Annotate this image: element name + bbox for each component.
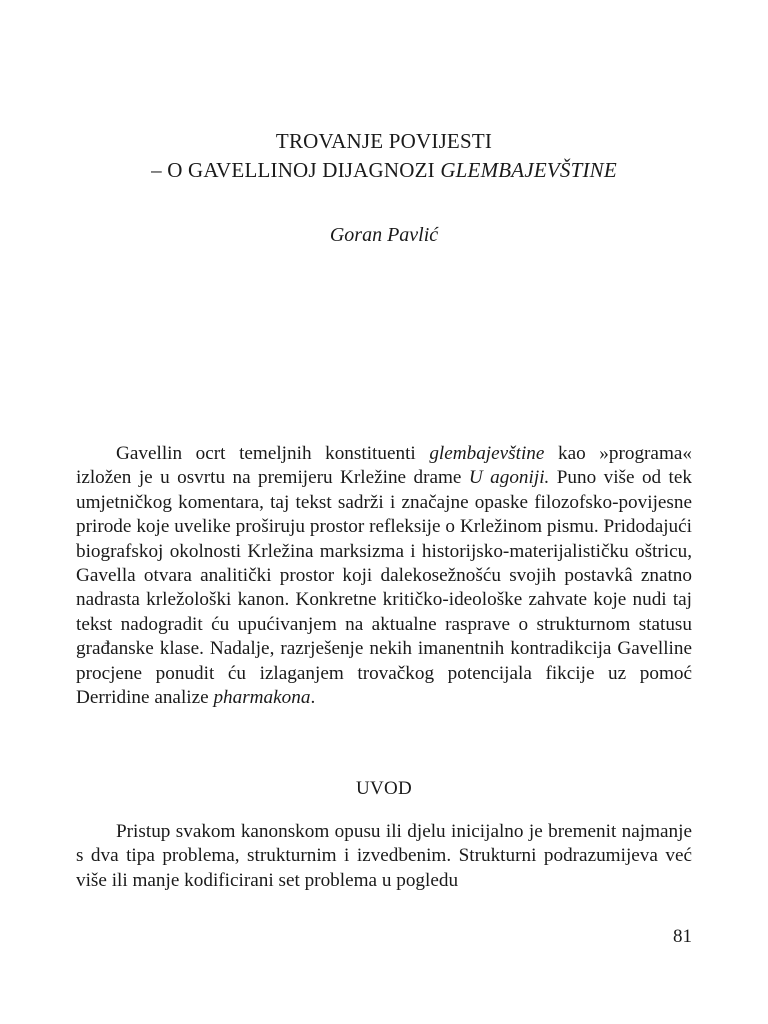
abstract-text-3: Puno više od tek umjetničkog komentara, taj tekst sadrži i značajne opaske filozofsko-povijesne prirode koje uvelike proširuju prostor refleksije o Krležinom pismu. Pridodajući biografskoj okolnosti Krležina marksizma i historijsko-materijalističku oštricu, Gavella otvara analitički prostor koji dalekosežnošću svojih postavkâ znatno nadrasta krležološki kanon. Konkretne kritičko-ideološke zahvate koje nudi taj tekst nadogradit ću upućivanjem na aktualne rasprave o strukturnom statusu građanske klase. Nadalje, razrješenje nekih imanentnih kontradikcija Gavelline procjene ponudit ću izlaganjem trovačkog potencijala fikcije uz pomoć Derridine analize (76, 467, 692, 709)
abstract-italic-2: U agoniji. (468, 467, 550, 489)
section-heading: UVOD (355, 778, 413, 799)
abstract-text-1: Gavellin ocrt temeljnih konstituenti (116, 443, 430, 464)
abstract-italic-1: glembajevštine (429, 443, 545, 464)
body-paragraph: Pristup svakom kanonskom opusu ili djelu inicijalno je bremenit najmanje s dva tipa problema, strukturnim i izvedbenim. Strukturni podrazumijeva već više ili manje kodificirani set problema u pogledu (76, 821, 692, 891)
article-title (76, 127, 692, 185)
title-line-2 (76, 156, 692, 185)
abstract-italic-3: pharmakona (213, 687, 311, 709)
abstract-text-2: kao »programa« izložen je u osvrtu na premijeru Krležine drame (76, 443, 692, 489)
title-line-1: TROVANJE POVIJESTI (275, 129, 493, 153)
page-number: 81 (673, 926, 692, 947)
title-line-2-italic: GLEMBAJEVŠTINE (440, 158, 617, 182)
author-name: Goran Pavlić (329, 224, 439, 246)
abstract-text-4: . (310, 687, 316, 709)
title-line-2-text: – O GAVELLINOJ DIJAGNOZI (151, 158, 441, 182)
document-page (76, 0, 692, 1024)
abstract-paragraph (76, 442, 692, 710)
